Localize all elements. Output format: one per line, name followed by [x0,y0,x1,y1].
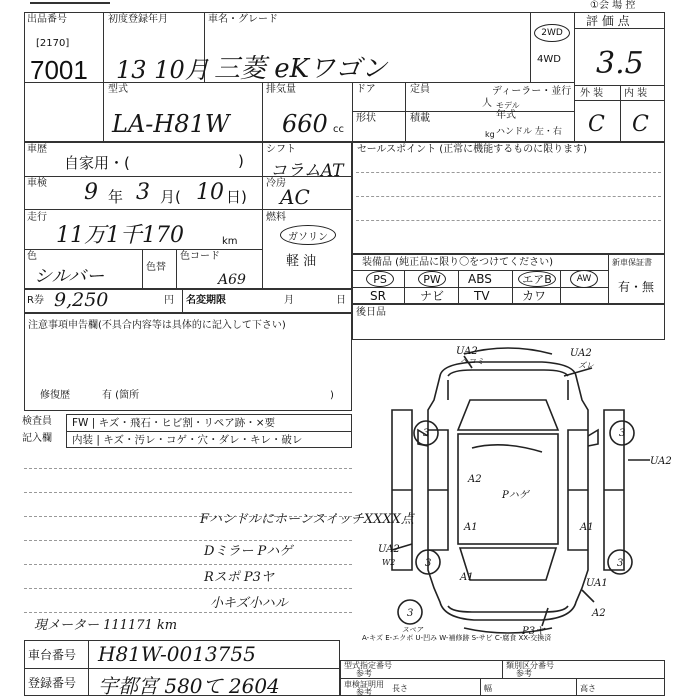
equip-airbag: エアB [518,271,556,287]
day-unit: 日) [226,188,247,206]
handle-label: ハンドル 左・右 [496,127,562,137]
fuel-diesel: 軽 油 [286,254,317,269]
dmg-front-shift: ズレ [578,361,594,370]
dmg-a1-rear: A1 [460,572,474,583]
name-value: 三菱 eKワゴン [214,54,388,84]
name-change-day: 日 [336,295,346,306]
dmg-a1-left: A1 [464,522,478,533]
lot-label: 出品番号 [27,14,67,25]
year-label: 年式 [496,110,516,121]
divider [620,85,621,142]
note-line [24,612,352,613]
door-label: ドア [356,84,376,95]
vin-value: H81W-0013755 [98,642,256,666]
model-value: LA-H81W [112,110,230,138]
divider [262,142,263,289]
divider [24,249,262,250]
first-reg-value: 13 10月 [116,56,209,84]
note-1: FハンドルにホーンスイッチXXXX点 [200,512,414,527]
divider [576,678,577,696]
sales-line [356,196,661,197]
dmg-roof-peel: Pハゲ [502,490,529,501]
name-label: 車名・グレード [208,14,278,25]
vin-label: 車台番号 [28,648,77,662]
sales-line [356,172,661,173]
sales-line [356,220,661,221]
divider [458,270,459,304]
new-warranty-label: 新車保証書 [612,258,652,267]
note-4: 小キズ小ハル [210,596,288,611]
divider [560,270,561,304]
divider [574,12,575,142]
after-items-box [352,304,665,340]
dealer-label: ディーラー・並行 [492,86,572,97]
color-code-label: 色コード [180,251,220,262]
note-3: Rスポ P3ヤ [204,570,274,585]
divider [512,270,513,304]
drive-2wd-circled: 2WD [534,24,570,42]
color-change-label: 色替 [146,262,166,273]
cc-unit: cc [333,124,344,135]
note-line [24,564,352,565]
name-change-month: 月 [284,295,294,306]
divider [88,640,89,696]
recycle-label: R券 [27,295,44,306]
interior-value: C [632,112,649,137]
drive-4wd: 4WD [537,54,561,65]
color-code-value: A69 [218,272,246,288]
equip-aw: AW [570,270,598,288]
dmg-ua2-right: UA2 [650,456,672,467]
shift-label: シフト [266,144,296,155]
divider [352,111,574,112]
inspection-month: 3 [136,180,150,205]
divider [502,660,503,678]
dmg-front-dent: ヘコミ [460,357,484,366]
shift-value: コラムAT [270,161,344,181]
divider [66,431,352,432]
mileage-value: 11万1千170 [56,223,184,248]
capacity-label: 定員 [410,84,430,95]
divider [352,82,353,142]
inspector-row-1: FW | キズ・飛石・ヒビ割・リペア跡・×要 [72,417,276,429]
first-reg-label: 初度登録年月 [108,14,168,25]
kg-unit: kg [485,130,495,139]
person-unit: 人 [482,98,492,109]
divider [404,270,405,304]
history-value: 自家用・( [64,154,130,172]
divider [574,85,665,86]
exterior-label: 外 装 [580,88,604,99]
grade-value: 3.5 [596,46,644,81]
dmg-w2: W2 [382,558,396,567]
dmg-3-rr: 3 [617,558,624,569]
damage-legend: A-キズ E-エクボ U-凹み W-補修跡 S-サビ C-腐食 XX-交換済 [362,634,552,642]
divider [352,270,608,271]
copy-label: ①会 場 控 [590,0,636,11]
note-line [24,468,352,469]
dmg-a1-right: A1 [580,522,594,533]
divider [352,287,608,288]
dmg-3-fl: 3 [423,428,430,439]
inspector-label-2: 記入欄 [22,433,52,444]
type-designation-sub: 参考 [356,669,372,678]
inspection-day: 10 [196,180,224,205]
mileage-label: 走行 [27,212,47,223]
name-change-label: 名変期限 [186,295,226,306]
inspection-label: 車検 [27,178,47,189]
equip-abs: ABS [468,272,492,286]
dmg-ua1: UA1 [586,578,608,589]
shape-label: 形状 [356,113,376,124]
year-unit: 年 [108,188,124,206]
interior-label: 内 装 [624,88,648,99]
ac-value: AC [280,185,310,209]
divider [608,254,609,304]
recycle-value: 9,250 [54,289,109,311]
month-unit: 月( [160,188,181,206]
lot-code: [2170] [36,38,70,49]
grade-label: 評 価 点 [586,14,630,28]
dmg-3-spare: 3 [407,608,414,619]
car-diagram [352,340,672,637]
model-label: 型式 [108,84,128,95]
repair-close: ) [330,390,334,401]
history-close: ) [238,152,244,170]
note-line [24,492,352,493]
divider [405,82,406,142]
fuel-label: 燃料 [266,212,286,223]
divider [24,668,340,669]
class-label: 類別区分番号 [506,661,554,670]
divider [176,249,177,289]
inspector-label-1: 検査員 [22,416,52,427]
note-line [24,540,352,541]
divider [103,82,104,142]
repair-label: 修復歴 [40,390,70,401]
sales-box [352,142,665,254]
dmg-ua2-frontright: UA2 [570,348,592,359]
spare-label: スペア [402,626,423,634]
equip-tv: TV [474,289,490,303]
divider [142,249,143,289]
ac-label: 冷房 [266,178,286,189]
inspection-year: 9 [84,180,98,205]
displacement-value: 660 [282,110,328,138]
divider [480,678,481,696]
note-line [24,588,352,589]
load-label: 積載 [410,113,430,124]
color-label: 色 [27,251,37,262]
after-items-label: 後日品 [356,307,386,318]
divider [24,209,352,210]
width-label: 幅 [484,684,492,693]
divider [182,289,183,313]
km-unit: km [222,236,238,247]
meter-note: 現メーター 111171 km [34,618,178,633]
top-edge-mark [30,2,110,4]
lot-number: 7001 [30,55,88,85]
inspector-row-2: 内装 | キズ・汚レ・コゲ・穴・ダレ・キレ・破レ [72,434,303,446]
cert-sub: 参考 [356,688,372,697]
divider [262,82,263,142]
fuel-gasoline-circled: ガソリン [280,225,336,245]
notice-label: 注意事項申告欄(不具合内容等は具体的に記入して下さい) [28,320,286,331]
equipment-title: 装備品 (純正品に限り〇をつけてください) [362,257,553,268]
color-value: シルバー [34,266,105,287]
equip-navi: ナビ [420,289,445,303]
dmg-3-rl: 3 [425,558,432,569]
cert-label: 車検証明用 [344,680,384,689]
reg-value: 宇都宮 580て 2604 [98,674,280,698]
history-label: 車歴 [27,144,47,155]
displacement-label: 排気量 [266,84,296,95]
equip-pw: PW [418,271,446,287]
new-warranty-value: 有・無 [618,280,655,294]
divider [340,678,665,679]
divider [530,12,531,82]
length-label: 長さ [392,684,408,693]
dmg-a2-rear: A2 [592,608,606,619]
class-sub: 参考 [516,669,532,678]
equip-ps: PS [366,271,394,287]
divider [574,100,665,101]
dmg-p3: P3ヤ [522,626,546,637]
height-label: 高さ [580,684,596,693]
sales-title: セールスポイント (正常に機能するものに限ります) [357,144,588,155]
exterior-value: C [588,112,605,137]
type-designation-label: 型式指定番号 [344,661,392,670]
equip-sr: SR [370,289,386,303]
dmg-3-fr: 3 [619,428,626,439]
repair-value: 有 (箇所 [102,390,140,401]
dmg-ua2-front: UA2 [456,346,478,357]
note-2: Dミラー Pハゲ [204,544,293,559]
dmg-a2-hood: A2 [468,474,482,485]
model-year-label: モデル [496,101,520,110]
divider [574,28,665,29]
dmg-ua2-left: UA2 [378,544,400,555]
reg-label: 登録番号 [28,676,77,690]
yen-unit: 円 [164,295,174,306]
equip-leather: カワ [522,289,547,303]
divider [103,12,104,82]
